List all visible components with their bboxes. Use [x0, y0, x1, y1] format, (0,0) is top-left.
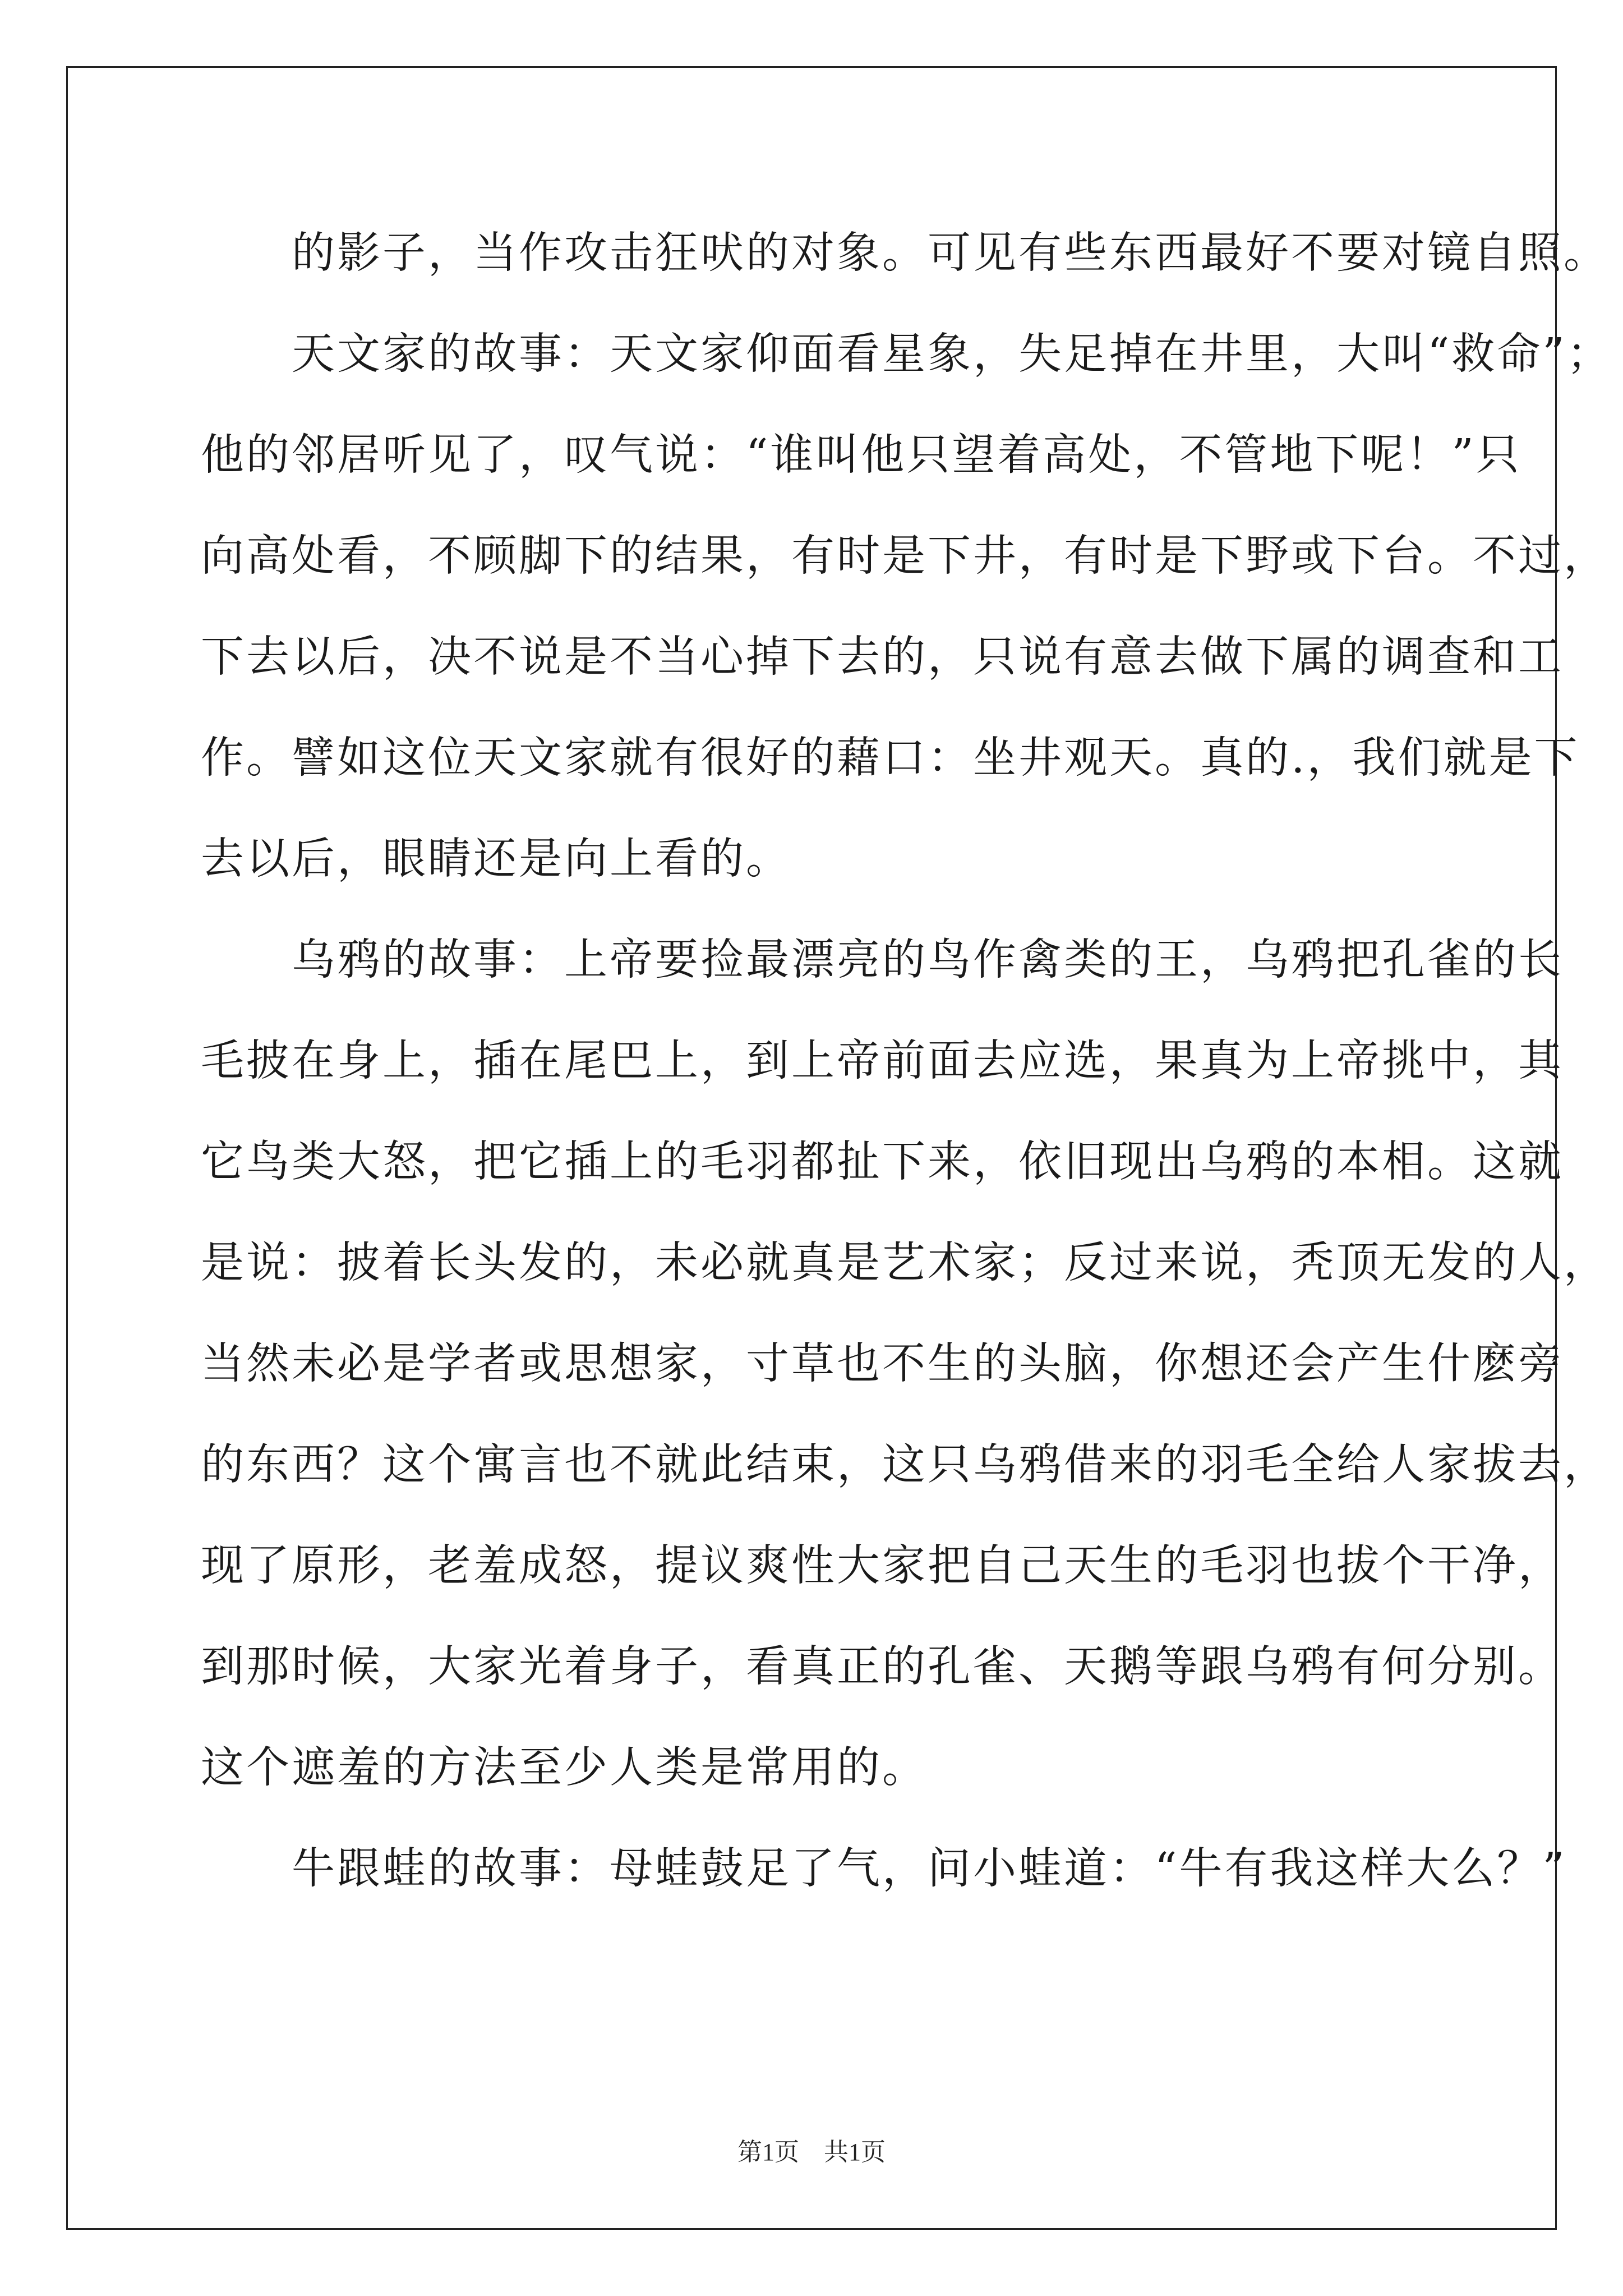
- text-line: 现了原形，老羞成怒，提议爽性大家把自己天生的毛羽也拔个干净，: [201, 1541, 1564, 1591]
- text-line: 去以后，眼睛还是向上看的。: [201, 834, 791, 884]
- text-line: 的影子，当作攻击狂吠的对象。可见有些东西最好不要对镜自照。: [201, 228, 1609, 278]
- text-line: 他的邻居听见了，叹气说：“谁叫他只望着高处，不管地下呢！”只: [201, 430, 1521, 480]
- page-footer: 第1页 共1页: [737, 2138, 886, 2166]
- text-line: 乌鸦的故事：上帝要捡最漂亮的鸟作禽类的王，乌鸦把孔雀的长: [201, 935, 1564, 985]
- text-line: 的东西？这个寓言也不就此结束，这只乌鸦借来的羽毛全给人家拔去，: [201, 1440, 1609, 1490]
- text-line: 天文家的故事：天文家仰面看星象，失足掉在井里，大叫“救命”；: [201, 329, 1612, 379]
- text-line: 到那时候，大家光着身子，看真正的孔雀、天鹅等跟乌鸦有何分别。: [201, 1642, 1564, 1692]
- text-line: 下去以后，决不说是不当心掉下去的，只说有意去做下属的调查和工: [201, 632, 1564, 682]
- text-line: 牛跟蛙的故事：母蛙鼓足了气，问小蛙道：“牛有我这样大么？”: [201, 1844, 1567, 1894]
- text-line: 它鸟类大怒，把它插上的毛羽都扯下来，依旧现出乌鸦的本相。这就: [201, 1137, 1564, 1187]
- text-line: 这个遮羞的方法至少人类是常用的。: [201, 1743, 928, 1793]
- text-line: 是说：披着长头发的，未必就真是艺术家；反过来说，秃顶无发的人，: [201, 1238, 1609, 1288]
- text-line: 毛披在身上，插在尾巴上，到上帝前面去应选，果真为上帝挑中，其: [201, 1036, 1564, 1086]
- text-line: 作。譬如这位天文家就有很好的藉口：坐井观天。真的.，我们就是下: [201, 733, 1580, 783]
- text-line: 当然未必是学者或思想家，寸草也不生的头脑，你想还会产生什麽旁: [201, 1339, 1564, 1389]
- text-line: 向高处看，不顾脚下的结果，有时是下井，有时是下野或下台。不过，: [201, 531, 1609, 581]
